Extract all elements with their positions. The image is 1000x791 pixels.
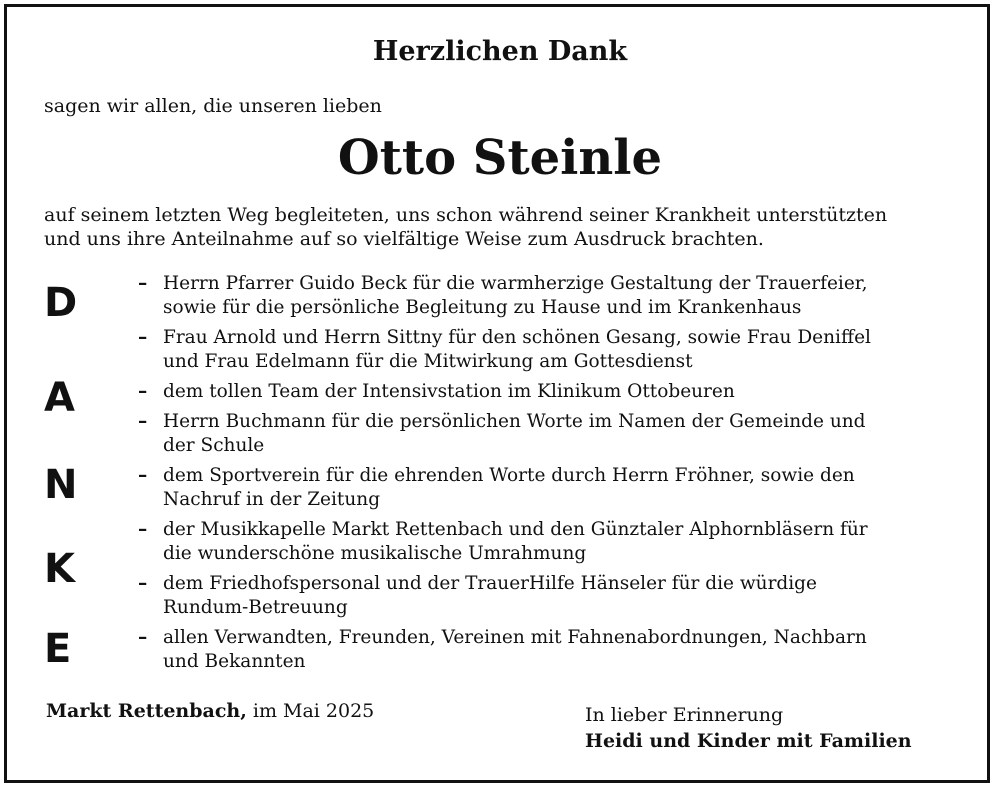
list-item-line: sowie für die persönliche Begleitung zu Hause und im Krankenhaus <box>163 297 802 318</box>
list-item <box>138 518 958 566</box>
list-item-line: die wunderschöne musikalische Umrahmung <box>163 543 587 564</box>
list-item-line: dem Friedhofspersonal und der TrauerHilfe Hänseler für die würdige <box>163 573 817 594</box>
signers-line: Heidi und Kinder mit Familien <box>585 730 912 752</box>
list-item-line: und Frau Edelmann für die Mitwirkung am Gottesdienst <box>163 351 693 372</box>
thanks-paragraph <box>44 203 964 251</box>
list-item-line: und Bekannten <box>163 651 306 672</box>
heading: Herzlichen Dank <box>372 36 628 67</box>
thanks-list <box>138 272 958 680</box>
intro-text: sagen wir allen, die unseren lieben <box>44 95 382 117</box>
dash: – <box>138 327 148 348</box>
list-item-line: dem Sportverein für die ehrenden Worte durch Herrn Fröhner, sowie den <box>163 465 855 486</box>
letter-e: E <box>44 626 72 672</box>
list-item <box>138 572 958 620</box>
list-item-line: dem tollen Team der Intensivstation im Klinikum Ottobeuren <box>163 381 735 402</box>
list-item-line: Nachruf in der Zeitung <box>163 489 381 510</box>
thanks-line: auf seinem letzten Weg begleiteten, uns schon während seiner Krankheit unterstützten <box>44 204 888 226</box>
place-date <box>46 700 374 722</box>
closing-signature <box>585 702 912 754</box>
list-item-line: der Schule <box>163 435 265 456</box>
dash: – <box>138 381 148 402</box>
list-item-line: Herrn Pfarrer Guido Beck für die warmherzige Gestaltung der Trauerfeier, <box>163 273 868 294</box>
dash: – <box>138 573 148 594</box>
letter-a: A <box>44 375 75 421</box>
list-item-line: der Musikkapelle Markt Rettenbach und den Günztaler Alphornbläsern für <box>163 519 868 540</box>
list-item-line: allen Verwandten, Freunden, Vereinen mit Fahnenabordnungen, Nachbarn <box>163 627 867 648</box>
place-name: Markt Rettenbach, <box>46 700 247 722</box>
memory-line: In lieber Erinnerung <box>585 704 784 726</box>
dash: – <box>138 411 148 432</box>
dash: – <box>138 465 148 486</box>
letter-n: N <box>44 462 78 508</box>
thanks-line: und uns ihre Anteilnahme auf so vielfältige Weise zum Ausdruck brachten. <box>44 228 764 250</box>
list-item-line: Frau Arnold und Herrn Sittny für den schönen Gesang, sowie Frau Deniffel <box>163 327 871 348</box>
date-text: im Mai 2025 <box>252 700 375 722</box>
list-item <box>138 326 958 374</box>
dash: – <box>138 627 148 648</box>
list-item <box>138 380 958 404</box>
dash: – <box>138 519 148 540</box>
list-item <box>138 464 958 512</box>
list-item <box>138 626 958 674</box>
letter-d: D <box>44 280 78 326</box>
dash: – <box>138 273 148 294</box>
list-item <box>138 272 958 320</box>
list-item-line: Herrn Buchmann für die persönlichen Worte im Namen der Gemeinde und <box>163 411 866 432</box>
list-item-line: Rundum-Betreuung <box>163 597 348 618</box>
letter-k: K <box>44 546 75 592</box>
deceased-name: Otto Steinle <box>337 130 663 186</box>
list-item <box>138 410 958 458</box>
